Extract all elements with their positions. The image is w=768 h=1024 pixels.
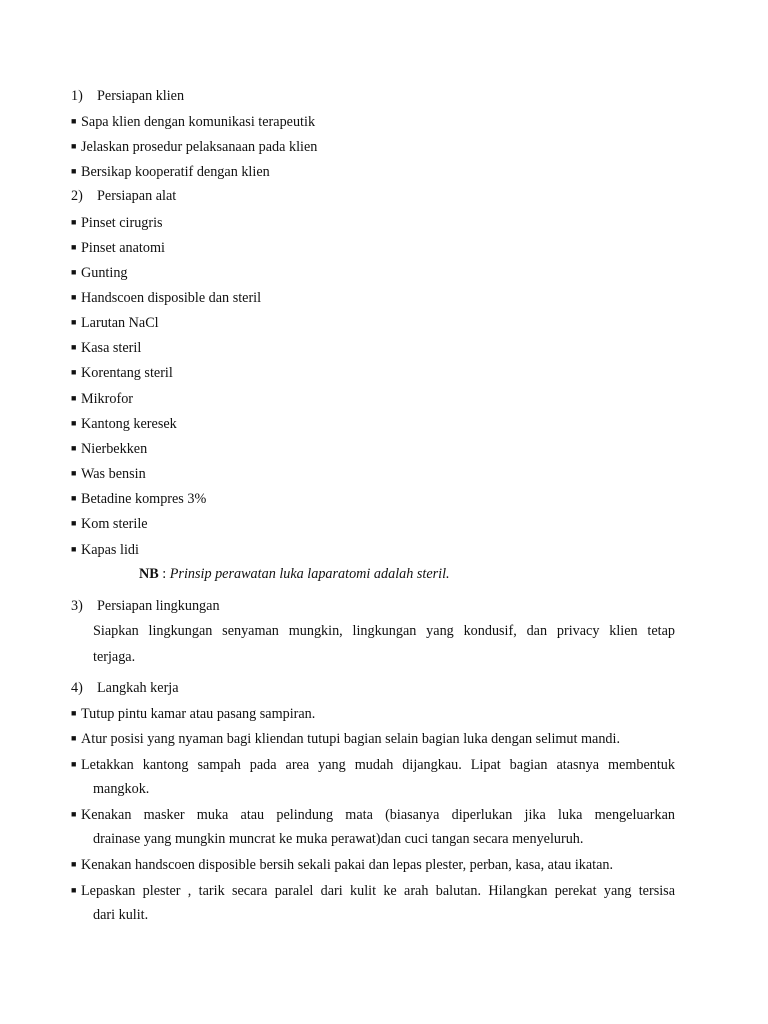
- list-item: [71, 514, 148, 533]
- list-item: [71, 162, 270, 181]
- section-number: 3): [71, 598, 83, 614]
- bullet-icon: ■: [71, 859, 77, 869]
- bullet-icon: ■: [71, 217, 77, 227]
- list-item: [71, 213, 163, 232]
- list-item: [71, 755, 675, 774]
- list-item: [71, 540, 139, 559]
- note: [139, 565, 450, 583]
- bullet-icon: ■: [71, 468, 77, 478]
- list-item-text: Kantong keresek: [81, 416, 177, 432]
- list-item: [71, 263, 128, 282]
- note-label: NB: [139, 566, 159, 582]
- list-item: [71, 338, 141, 357]
- bullet-icon: ■: [71, 418, 77, 428]
- list-item: [71, 881, 675, 900]
- section-title: Langkah kerja: [97, 680, 179, 696]
- section-heading-3: [71, 597, 220, 615]
- list-item-text: Gunting: [81, 265, 128, 281]
- list-item-text: Korentang steril: [81, 365, 173, 381]
- section-title: Persiapan klien: [97, 88, 185, 104]
- bullet-icon: ■: [71, 166, 77, 176]
- list-item-text: Mikrofor: [81, 391, 134, 407]
- bullet-icon: ■: [71, 733, 77, 743]
- list-item-text: Kenakan masker muka atau pelindung mata (biasanya diperlukan jika luka mengeluarkan: [81, 807, 675, 823]
- bullet-icon: ■: [71, 342, 77, 352]
- list-item: [71, 414, 177, 433]
- bullet-icon: ■: [71, 141, 77, 151]
- list-item: [71, 313, 159, 332]
- bullet-icon: ■: [71, 317, 77, 327]
- list-item-text: Pinset anatomi: [81, 240, 165, 256]
- list-item: [71, 805, 675, 824]
- bullet-icon: ■: [71, 267, 77, 277]
- paragraph-line: terjaga.: [93, 649, 136, 665]
- bullet-icon: ■: [71, 116, 77, 126]
- bullet-icon: ■: [71, 809, 77, 819]
- list-item-text: Kenakan handscoen disposible bersih sekali pakai dan lepas plester, perban, kasa, atau ikatan.: [81, 857, 614, 873]
- bullet-icon: ■: [71, 393, 77, 403]
- bullet-icon: ■: [71, 292, 77, 302]
- list-item-text: Kapas lidi: [81, 542, 139, 558]
- list-item-continuation: dari kulit.: [93, 907, 149, 923]
- section-title: Persiapan lingkungan: [97, 598, 220, 614]
- list-item-text: Bersikap kooperatif dengan klien: [81, 164, 270, 180]
- list-item: [71, 729, 620, 748]
- bullet-icon: ■: [71, 759, 77, 769]
- list-item-text: Tutup pintu kamar atau pasang sampiran.: [81, 706, 316, 722]
- list-item-continuation: mangkok.: [93, 781, 150, 797]
- section-title: Persiapan alat: [97, 188, 177, 204]
- paragraph-line: Siapkan lingkungan senyaman mungkin, lingkungan yang kondusif, dan privacy klien tetap: [93, 623, 675, 639]
- section-number: 2): [71, 188, 83, 204]
- bullet-icon: ■: [71, 518, 77, 528]
- list-item-continuation: drainase yang mungkin muncrat ke muka perawat)dan cuci tangan secara menyeluruh.: [93, 831, 584, 847]
- list-item-text: Lepaskan plester , tarik secara paralel dari kulit ke arah balutan. Hilangkan perekat yang tersisa: [81, 883, 675, 899]
- list-item: [71, 704, 315, 723]
- bullet-icon: ■: [71, 885, 77, 895]
- list-item: [71, 137, 317, 156]
- note-text: Prinsip perawatan luka laparatomi adalah steril.: [169, 566, 450, 582]
- list-item: [71, 855, 613, 874]
- bullet-icon: ■: [71, 544, 77, 554]
- list-item-text: Kom sterile: [81, 516, 148, 532]
- list-item: [71, 238, 165, 257]
- bullet-icon: ■: [71, 708, 77, 718]
- list-item-text: Nierbekken: [81, 441, 148, 457]
- list-item: [71, 112, 315, 131]
- list-item-text: Handscoen disposible dan steril: [81, 290, 262, 306]
- bullet-icon: ■: [71, 493, 77, 503]
- section-heading-1: [71, 87, 184, 105]
- list-item-text: Letakkan kantong sampah pada area yang mudah dijangkau. Lipat bagian atasnya membentuk: [81, 757, 675, 773]
- list-item-text: Betadine kompres 3%: [81, 491, 207, 507]
- bullet-icon: ■: [71, 367, 77, 377]
- list-item: [71, 464, 146, 483]
- list-item: [71, 439, 147, 458]
- note-separator: :: [158, 566, 170, 582]
- list-item: [71, 363, 173, 382]
- list-item: [71, 389, 133, 408]
- section-number: 4): [71, 680, 83, 696]
- bullet-icon: ■: [71, 242, 77, 252]
- list-item: [71, 288, 261, 307]
- section-heading-4: [71, 679, 179, 697]
- list-item-text: Pinset cirugris: [81, 215, 163, 231]
- list-item-text: Sapa klien dengan komunikasi terapeutik: [81, 114, 316, 130]
- list-item-text: Kasa steril: [81, 340, 142, 356]
- list-item-text: Was bensin: [81, 466, 146, 482]
- list-item: [71, 489, 206, 508]
- list-item-text: Atur posisi yang nyaman bagi kliendan tutupi bagian selain bagian luka dengan selimut mandi.: [81, 731, 621, 747]
- section-heading-2: [71, 187, 176, 205]
- list-item-text: Jelaskan prosedur pelaksanaan pada klien: [81, 139, 318, 155]
- bullet-icon: ■: [71, 443, 77, 453]
- section-number: 1): [71, 88, 83, 104]
- list-item-text: Larutan NaCl: [81, 315, 159, 331]
